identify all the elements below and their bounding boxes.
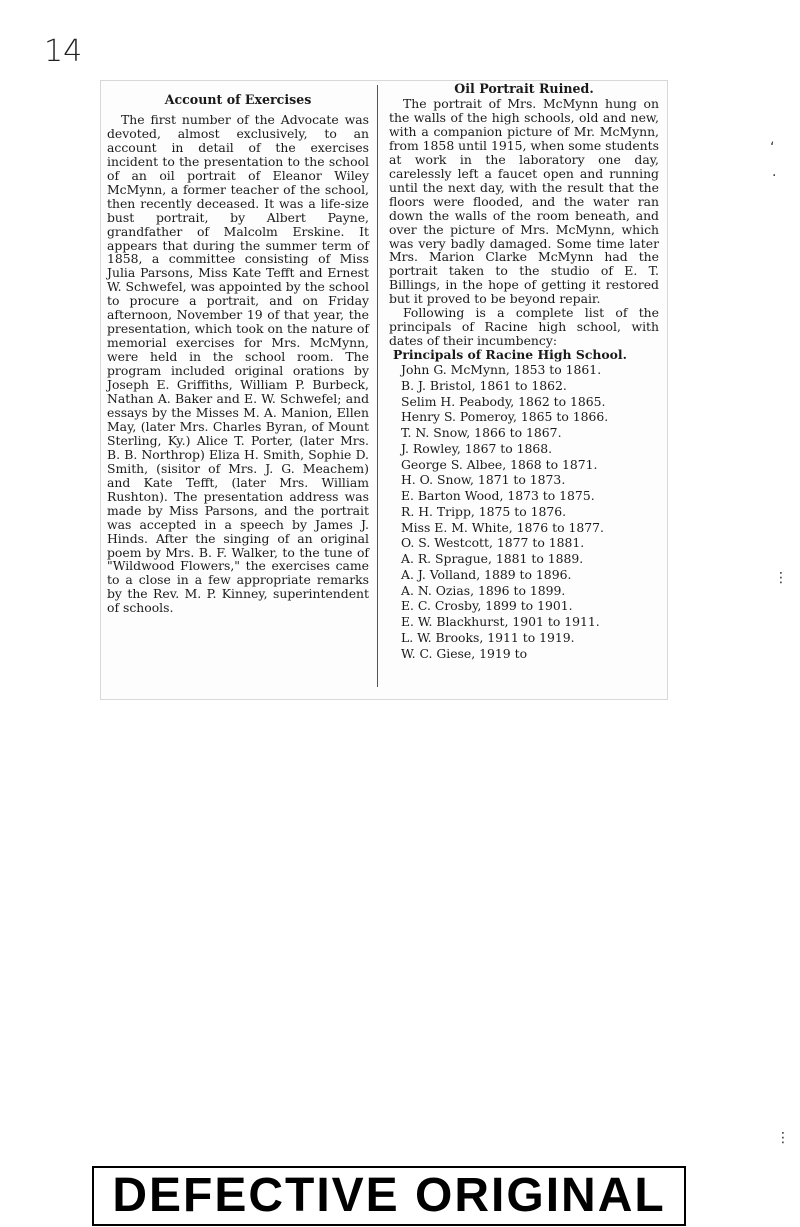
principals-list xyxy=(389,362,659,661)
list-item: E. W. Blackhurst, 1901 to 1911. xyxy=(401,614,600,630)
account-of-exercises-heading: Account of Exercises xyxy=(164,92,312,107)
defective-original-stamp: DEFECTIVE ORIGINAL xyxy=(92,1166,686,1226)
list-item: R. H. Tripp, 1875 to 1876. xyxy=(401,503,567,519)
list-item: A. J. Volland, 1889 to 1896. xyxy=(401,566,572,582)
margin-mark: ⋮ xyxy=(774,570,788,586)
principals-list-heading: Principals of Racine High School. xyxy=(393,347,627,363)
portrait-paragraph: The portrait of Mrs. McMynn hung on the walls of the high schools, old and new, with a companion picture of Mr. McMynn, from 1858 until 1915, when some students at work in the laboratory one day, carelessly left a faucet open and running until the next day, with the result that the floors were flooded, and the water ran down the walls of the room beneath, and over the picture of Mrs. McMynn, which was very badly damaged. Some time later Mrs. Marion Clarke McMynn had the portrait taken to the studio of E. T. Billings, in the hope of getting it restored but it proved to be beyond repair. xyxy=(389,96,659,307)
list-item: George S. Albee, 1868 to 1871. xyxy=(401,456,598,472)
list-item: A. R. Sprague, 1881 to 1889. xyxy=(401,551,584,567)
oil-portrait-heading: Oil Portrait Ruined. xyxy=(454,81,594,96)
list-item: W. C. Giese, 1919 to xyxy=(401,645,528,661)
list-item: Selim H. Peabody, 1862 to 1865. xyxy=(401,393,606,409)
list-item: T. N. Snow, 1866 to 1867. xyxy=(401,425,562,441)
list-item: L. W. Brooks, 1911 to 1919. xyxy=(401,629,575,645)
list-item: H. O. Snow, 1871 to 1873. xyxy=(401,472,566,488)
page-number: 14 xyxy=(44,34,83,69)
list-item: E. C. Crosby, 1899 to 1901. xyxy=(401,598,573,614)
list-item: A. N. Ozias, 1896 to 1899. xyxy=(401,582,566,598)
left-column xyxy=(107,81,369,615)
list-item: J. Rowley, 1867 to 1868. xyxy=(401,440,553,456)
margin-mark: · xyxy=(772,168,777,184)
column-divider xyxy=(377,85,378,687)
margin-mark: ⋮ xyxy=(776,1130,790,1146)
list-item: Miss E. M. White, 1876 to 1877. xyxy=(401,519,604,535)
newspaper-clipping xyxy=(100,80,668,700)
account-paragraph: The first number of the Advocate was devoted, almost exclusively, to an account in detail of the exercises incident to the presentation to the school of an oil portrait of Eleanor Wiley McMynn, a former teacher of the school, then recently deceased. It was a life-size bust portrait, by Albert Payne, grandfather of Malcolm Erskine. It appears that during the summer term of 1858, a committee consisting of Miss Julia Parsons, Miss Kate Tefft and Ernest W. Schwefel, was appointed by the school to procure a portrait, and on Friday afternoon, November 19 of that year, the presentation, which took on the nature of memorial exercises for Mrs. McMynn, were held in the school room. The program included original orations by Joseph E. Griffiths, William P. Burbeck, Nathan A. Baker and E. W. Schwefel; and essays by the Misses M. A. Manion, Ellen May, (later Mrs. Charles Byran, of Mount Sterling, Ky.) Alice T. Porter, (later Mrs. B. B. Northrop) Eliza H. Smith, Sophie D. Smith, (sisitor of Mrs. J. G. Meachem) and Kate Tefft, (later Mrs. William Rushton). The presentation address was made by Miss Parsons, and the portrait was accepted in a speech by James J. Hinds. After the singing of an original poem by Mrs. B. F. Walker, to the tune of "Wildwood Flowers," the exercises came to a close in a few appropriate remarks by the Rev. M. P. Kinney, superintendent of schools. xyxy=(107,111,369,616)
list-item: John G. McMynn, 1853 to 1861. xyxy=(401,362,602,378)
list-intro-paragraph: Following is a complete list of the principals of Racine high school, with dates of their incumbency: xyxy=(389,305,659,349)
list-item: E. Barton Wood, 1873 to 1875. xyxy=(401,488,595,504)
right-column xyxy=(389,81,659,661)
list-item: O. S. Westcott, 1877 to 1881. xyxy=(401,535,585,551)
list-item: Henry S. Pomeroy, 1865 to 1866. xyxy=(401,409,609,425)
margin-mark: ‘ xyxy=(770,140,775,156)
list-item: B. J. Bristol, 1861 to 1862. xyxy=(401,377,567,393)
